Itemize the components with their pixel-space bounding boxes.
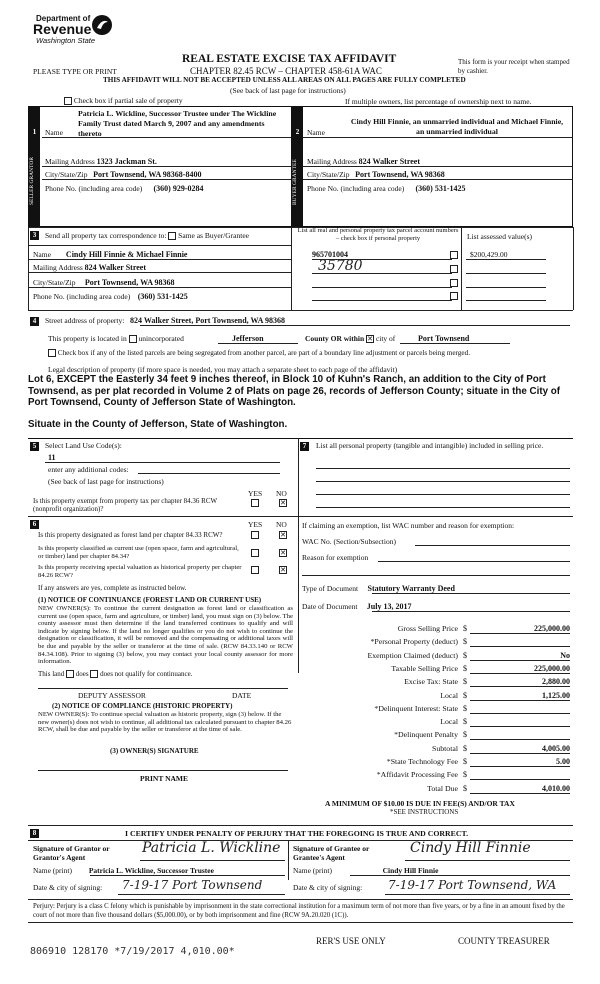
seller-phone-label: Phone No. (including area code) (45, 184, 143, 193)
logo-dept: Department of (36, 14, 91, 23)
buyer-city-label: City/State/Zip (307, 170, 350, 179)
tax-row-currency: $ (463, 624, 467, 633)
situate-line[interactable]: Situate in the County of Jefferson, State of Washington. (28, 419, 288, 430)
certify-statement: I CERTIFY UNDER PENALTY OF PERJURY THAT THE FOREGOING IS TRUE AND CORRECT. (125, 829, 469, 838)
tax-row-label: Local (440, 717, 458, 727)
s5-no: NO (276, 489, 287, 498)
notice-compliance-body: NEW OWNER(S): To continue special valuation as historic property, sign (3) below. If the new owner(s) does not wish to continue, all additional tax calculated pursuant to chapter 84.26 RCW, shall be due and payable by the seller or transferor at the time of sale. (38, 711, 292, 734)
land-use-code[interactable]: 11 (48, 453, 56, 462)
tax-row-value[interactable]: No (560, 650, 570, 660)
reason-label: Reason for exemption (302, 553, 369, 562)
tax-row-label: Subtotal (432, 743, 458, 753)
legal-label: Legal description of property (if more space is needed, you may attach a separate sheet to each page of the affidavit) (48, 365, 398, 374)
tax-row-currency: $ (463, 783, 467, 793)
seller-phone[interactable]: (360) 929-0284 (153, 184, 204, 193)
corr-name[interactable]: Cindy Hill Finnie & Michael Finnie (65, 250, 188, 259)
partial-sale-checkbox[interactable] (64, 96, 183, 105)
perjury-statement: Perjury: Perjury is a class C felony which is punishable by imprisonment in the state correctional institution for a maximum term of not more than five years, or by a fine in an amount fixed by the court of not more than five thousand dollars ($5,000.00), or by both imprisonment and fine (RCW 9A.20.020 (1C)). (33, 903, 565, 919)
date-label: DATE (232, 691, 252, 700)
tax-row-value[interactable]: 4,005.00 (542, 743, 570, 753)
buyer-phone[interactable]: (360) 531-1425 (415, 184, 466, 193)
see-back-note: (See back of last page for instructions) (230, 86, 346, 95)
tax-row-value[interactable]: 1,125.00 (542, 690, 570, 700)
tax-row-label: Taxable Selling Price (391, 663, 458, 673)
exempt-yes-checkbox[interactable] (251, 499, 259, 507)
tax-row-currency: $ (463, 703, 467, 713)
segregated-checkbox[interactable] (48, 349, 56, 357)
buyer-city[interactable]: Port Townsend, WA 98368 (355, 170, 445, 179)
grantee-sig-label: Signature of Grantee or Grantee's Agent (293, 844, 370, 862)
logo-revenue: Revenue (33, 21, 92, 37)
exempt-no-checkbox[interactable]: ✕ (280, 499, 286, 507)
doc-date-label: Date of Document (302, 602, 358, 611)
section-5-badge: 5 (30, 442, 39, 451)
tax-row-label: *State Technology Fee (386, 757, 458, 766)
section-4-badge: 4 (30, 317, 39, 326)
tax-row-underline (470, 700, 570, 701)
s5-yes: YES (248, 489, 263, 498)
tax-row-label: *Delinquent Penalty (394, 730, 458, 740)
does-label: does (75, 670, 89, 678)
grantee-date-label: Date & city of signing: (293, 883, 363, 892)
corr-name-label: Name (33, 250, 51, 259)
seller-city-label: City/State/Zip (45, 170, 88, 179)
within-city-checkbox[interactable]: ✕ (367, 335, 373, 344)
notice-continuance-title: (1) NOTICE OF CONTINUANCE (FOREST LAND OR CURRENT USE) (38, 596, 262, 604)
buyer-name-label: Name (307, 128, 325, 137)
logo-state: Washington State (36, 36, 96, 45)
personal-checkbox-4[interactable] (450, 292, 458, 300)
doc-type-label: Type of Document (302, 584, 359, 593)
property-city[interactable]: Port Townsend (418, 334, 470, 343)
grantor-sig-label: Signature of Grantor or Grantor's Agent (33, 844, 110, 862)
tax-row-label: Gross Selling Price (397, 624, 458, 633)
city-of-label: city of (375, 334, 396, 343)
tax-row-underline (470, 739, 570, 740)
section-3-badge: 3 (30, 231, 39, 240)
revenue-logo (33, 14, 118, 54)
assessed-value-1[interactable]: $200,429.00 (470, 250, 508, 259)
county-treasurer-label: COUNTY TREASURER (458, 936, 550, 946)
grantor-signature[interactable]: Patricia L. Wickline (142, 840, 281, 856)
section-8-badge: 8 (30, 829, 39, 838)
tax-row-value[interactable]: 225,000.00 (534, 624, 570, 633)
s6-no: NO (276, 520, 287, 529)
tax-row-underline (470, 673, 570, 674)
buyer-mail-label: Mailing Address (307, 157, 357, 166)
form-title: REAL ESTATE EXCISE TAX AFFIDAVIT (182, 53, 397, 65)
users-only-label: RER'S USE ONLY (316, 936, 386, 946)
assessed-header: List assessed value(s) (467, 232, 532, 241)
section-7-badge: 7 (300, 442, 309, 451)
special-no-checkbox[interactable]: ✕ (280, 566, 286, 574)
current-no-checkbox[interactable]: ✕ (280, 549, 286, 557)
tax-row-value[interactable]: 5.00 (556, 757, 570, 766)
personal-checkbox-2[interactable] (450, 265, 458, 273)
tax-row-label: Excise Tax: State (404, 677, 458, 687)
grantor-date-city[interactable]: 7-19-17 Port Townsend (122, 878, 263, 892)
tax-row-currency: $ (463, 650, 467, 660)
tax-row-underline (470, 686, 570, 687)
tax-row-currency: $ (463, 757, 467, 766)
seller-name-label: Name (45, 128, 63, 137)
parcel-1[interactable]: 965701004 (312, 250, 348, 259)
tax-row-label: Local (440, 690, 458, 700)
does-not-checkbox[interactable] (90, 670, 98, 678)
property-street[interactable]: 824 Walker Street, Port Townsend, WA 98368 (129, 316, 285, 325)
buyer-phone-label: Phone No. (including area code) (307, 184, 405, 193)
tax-row-underline (470, 660, 570, 661)
does-not-label: does not qualify for continuance. (100, 670, 193, 678)
completion-notice: THIS AFFIDAVIT WILL NOT BE ACCEPTED UNLESS ALL AREAS ON ALL PAGES ARE FULLY COMPLETED (103, 76, 466, 84)
print-name-label: PRINT NAME (140, 774, 188, 783)
tax-row-label: *Personal Property (deduct) (370, 637, 458, 647)
grantee-name-label: Name (print) (293, 866, 332, 875)
exemption-label: If claiming an exemption, list WAC number and reason for exemption: (302, 521, 515, 530)
seller-name[interactable]: Patricia L. Wickline, Successor Trustee under The Wickline Family Trust dated March 9, 2007 and any amendments thereto (78, 109, 277, 138)
land-use-see-back: (See back of last page for instructions) (48, 477, 164, 486)
deputy-assessor-label: DEPUTY ASSESSOR (78, 691, 146, 700)
tax-row-underline (470, 633, 570, 634)
corr-mail-label: Mailing Address (33, 263, 83, 272)
doc-date[interactable]: July 13, 2017 (366, 602, 412, 611)
personal-checkbox-3[interactable] (450, 279, 458, 287)
section-1-badge: 1 (30, 128, 39, 137)
same-as-buyer-label: Same as Buyer/Grantee (178, 231, 249, 240)
tax-row-currency: $ (463, 637, 467, 647)
grantee-date-city[interactable]: 7-19-17 Port Townsend, WA (388, 878, 557, 892)
tax-row-currency: $ (463, 770, 467, 780)
see-instructions: *SEE INSTRUCTIONS (390, 808, 459, 816)
notice-continuance-body: NEW OWNER(S): To continue the current designation as forest land or classification as current use (open space, farm and agriculture, or timber) land, you must sign on (3) below. The county assessor must then determine if the land transferred continues to qualify and will indicate by signing below. If the land no longer qualifies or you do not wish to continue the designation or classification, it will be removed and the compensating or additional taxes will be due and payable by the seller or transferor at the time of sale. (RCW 84.33.140 or RCW 84.34.108). Prior to signing (3) below, you may contact your local county assessor for more information. (38, 605, 293, 666)
minimum-fee-note: A MINIMUM OF $10.00 IS DUE IN FEE(S) AND/OR TAX (325, 799, 515, 808)
segregated-label: Check box if any of the listed parcels are being segregated from another parcel, are part of a boundary line adjustment or parcels being merged. (57, 349, 470, 357)
tax-row-value[interactable]: 2,880.00 (542, 677, 570, 687)
tax-row-currency: $ (463, 663, 467, 673)
grantor-date-label: Date & city of signing: (33, 883, 103, 892)
parcel-header: List all real and personal property tax parcel account numbers – check box if personal property (297, 227, 459, 242)
exempt-question: Is this property exempt from property tax per chapter 84.36 RCW (nonprofit organization)? (33, 497, 217, 513)
tax-row-label: *Delinquent Interest: State (374, 703, 458, 713)
partial-checkbox-box[interactable] (64, 97, 72, 105)
special-yes-checkbox[interactable] (251, 566, 259, 574)
owner-signature-label: (3) OWNER(S) SIGNATURE (110, 747, 199, 755)
personal-checkbox-1[interactable] (450, 251, 458, 259)
current-use-question: Is this property classified as current use (open space, farm and agricultural, or timber) land per chapter 84.34? (38, 545, 239, 560)
tax-row-underline (470, 766, 570, 767)
doc-type[interactable]: Statutory Warranty Deed (367, 584, 455, 593)
grantee-print-name[interactable]: Cindy Hill Finnie (382, 866, 439, 875)
special-valuation-question: Is this property receiving special valuation as historical property per chapter 84.26 RCW? (38, 564, 242, 579)
same-as-buyer-checkbox[interactable] (168, 232, 176, 240)
grantee-signature[interactable]: Cindy Hill Finnie (410, 840, 531, 856)
land-does-label: This land (38, 670, 65, 678)
tax-row-currency: $ (463, 677, 467, 687)
forest-yes-checkbox[interactable] (251, 531, 259, 539)
tax-row-value[interactable]: 225,000.00 (534, 663, 570, 673)
tax-row-currency: $ (463, 690, 467, 700)
tax-row-value[interactable]: 4,010.00 (542, 783, 570, 793)
multiple-owners-note: If multiple owners, list percentage of ownership next to name. (345, 97, 532, 106)
seller-mail[interactable]: 1323 Jackman St. (96, 157, 157, 166)
buyer-name[interactable]: Cindy Hill Finnie, an unmarried individual and Michael Finnie, an unmarried individual (350, 117, 564, 136)
seller-mail-label: Mailing Address (45, 157, 95, 166)
notice-compliance-title: (2) NOTICE OF COMPLIANCE (HISTORIC PROPERTY) (52, 702, 233, 710)
forest-question: Is this property designated as forest land per chapter 84.33 RCW? (38, 531, 223, 539)
partial-label: Check box if partial sale of property (73, 96, 183, 105)
tax-row-label: Exemption Claimed (deduct) (367, 650, 458, 660)
seller-side-label: SELLER GRANTOR (29, 156, 35, 205)
buyer-side-label: BUYER GRANTEE (292, 159, 298, 205)
grantor-print-name[interactable]: Patricia L. Wickline, Successor Trustee (88, 866, 214, 875)
unincorporated-checkbox[interactable] (129, 335, 137, 343)
tax-row-currency: $ (463, 743, 467, 753)
forest-no-checkbox[interactable]: ✕ (280, 531, 286, 539)
corr-city-label: City/State/Zip (33, 278, 76, 287)
receipt-note: This form is your receipt when stamped by cashier. (458, 58, 570, 75)
corr-phone-label: Phone No. (including area code) (33, 292, 131, 301)
tax-row-currency: $ (463, 717, 467, 727)
additional-codes-label: enter any additional codes: (48, 465, 129, 474)
tax-row-underline (470, 779, 570, 780)
street-label: Street address of property: (45, 316, 125, 325)
unincorporated-label: unincorporated (138, 334, 184, 343)
parcel-2[interactable]: 35780 (318, 258, 363, 274)
does-checkbox[interactable] (66, 670, 74, 678)
buyer-mail[interactable]: 824 Walker Street (358, 157, 420, 166)
s6-yes: YES (248, 520, 263, 529)
tax-row-underline (470, 713, 570, 714)
property-county[interactable]: Jefferson (232, 334, 264, 343)
tax-row-underline (470, 753, 570, 754)
tax-row-underline (470, 726, 570, 727)
personal-property-label: List all personal property (tangible and intangible) included in selling price. (316, 441, 544, 450)
corr-city[interactable]: Port Townsend, WA 98368 (84, 278, 175, 287)
tax-row-currency: $ (463, 730, 467, 740)
seller-city[interactable]: Port Townsend, WA 98368-8400 (93, 170, 202, 179)
corr-mail[interactable]: 824 Walker Street (84, 263, 146, 272)
form-chapter: CHAPTER 82.45 RCW – CHAPTER 458-61A WAC (190, 66, 382, 76)
section-2-badge: 2 (293, 128, 302, 137)
please-type: PLEASE TYPE OR PRINT (33, 67, 117, 76)
legal-description[interactable]: Lot 6, EXCEPT the Easterly 34 feet 9 inches thereof, in Block 10 of Kuhn's Ranch, an addition to the City of Port Townsend, as per plat recorded in Volume 2 of Plats on page 26, records of Jefferson County; situate in the City of Port Townsend, County of Jefferson State of Washington. (28, 374, 561, 408)
corr-label: Send all property tax correspondence to: (45, 231, 167, 240)
current-yes-checkbox[interactable] (251, 549, 259, 557)
land-use-label: Select Land Use Code(s): (45, 441, 122, 450)
tax-row-label: *Affidavit Processing Fee (376, 770, 458, 780)
corr-phone[interactable]: (360) 531-1425 (137, 292, 188, 301)
tax-row-underline (470, 793, 570, 794)
tax-row-underline (470, 646, 570, 647)
tax-row-label: Total Due (427, 783, 458, 793)
located-label: This property is located in (48, 334, 127, 343)
county-or-label: County OR within (305, 334, 365, 343)
if-yes-note: If any answers are yes, complete as instructed below. (38, 584, 187, 592)
grantor-name-label: Name (print) (33, 866, 72, 875)
section-6-badge: 6 (30, 520, 39, 529)
cashier-receipt-line: 806910 128170 *7/19/2017 4,010.00* (30, 946, 235, 957)
logo-swirl-icon (91, 14, 113, 36)
wac-label: WAC No. (Section/Subsection) (302, 537, 396, 546)
